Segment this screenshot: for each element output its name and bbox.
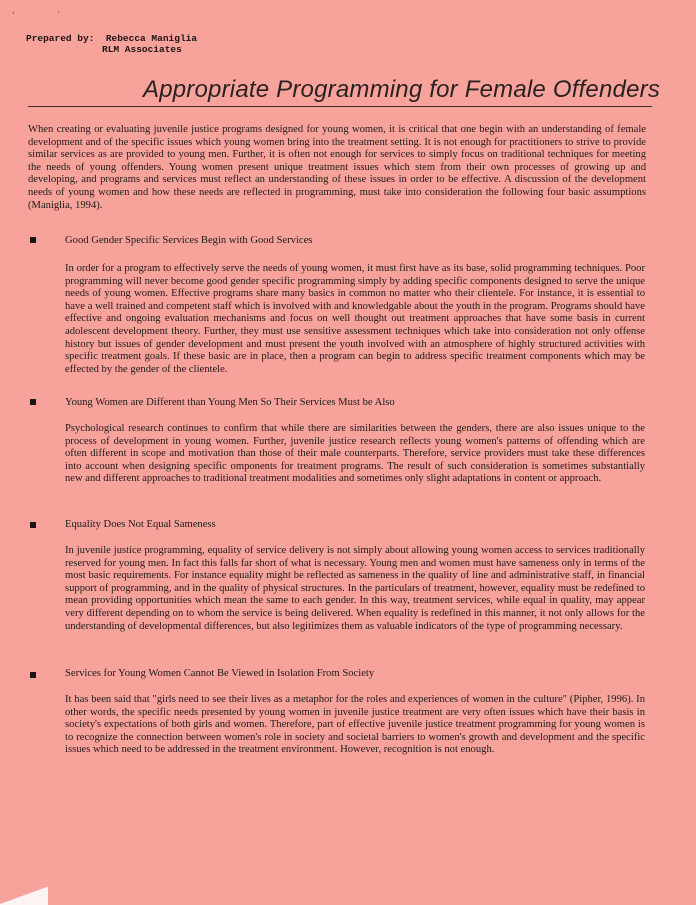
organization-name: RLM Associates bbox=[102, 44, 182, 55]
section-paragraph-4: It has been said that "girls need to see their lives as a metaphor for the roles and experiences of women in the culture" (Pipher, 1996). In other words, the specific needs presented by young women in juvenile justice treatment are very often issues which have their basis in society's expectations of both girls and women. Therefore, part of effective juvenile justice treatment programming for young women is to recognize the connection between women's role in society and societal barriers to women's growth and development and the specific issues which need to be addressed in the treatment environment. However, recognition is not enough. bbox=[65, 694, 645, 756]
folded-corner bbox=[0, 881, 48, 905]
section-paragraph-1: In order for a program to effectively serve the needs of young women, it must first have as its base, solid programming techniques. Poor programming will never become good gender specific programming simply by adding specific components designed to serve the unique needs of young women. Effective programs share many basics in common no matter who their clientele. For instance, it is essential to have a well trained and competent staff which is involved with and knowledgable about the youth in the program. Programs should have effective and ongoing evaluation mechanisms and focus on well thought out treatment approaches that have some basis in current adolescent development theory. Further, they must use sensitive assessment techniques which take into consideration not only offense history but issues of gender development and must present the youth involved with an atmosphere of highly structured activities with specific treatment goals. If these basic are in place, then a program can begin to address specific treatment components which may be effected by the gender of the clientele. bbox=[65, 263, 645, 375]
section-heading-2: Young Women are Different than Young Men So Their Services Must be Also bbox=[65, 397, 395, 408]
bullet-marker bbox=[30, 237, 36, 243]
title-rule bbox=[28, 106, 652, 107]
scan-mark: ' bbox=[58, 10, 60, 19]
scan-mark: ‘ bbox=[12, 10, 15, 19]
section-heading-4: Services for Young Women Cannot Be Viewed in Isolation From Society bbox=[65, 668, 375, 679]
intro-paragraph: When creating or evaluating juvenile justice programs designed for young women, it is critical that one begin with an understanding of female development and of the specific issues which young women bring into the treatment setting. It is not enough for practitioners to strive to provide similar services as are provided to young men. Further, it is often not enough for services to simply focus on traditional techniques for meeting the needs of young offenders. Young women present unique treatment issues which stem from their own processes of growing up and developing, and programs and services must reflect an understanding of these issues in order to be effective. A discussion of the development needs of young women and how these needs are reflected in programming, must take into consideration the following four basic assumptions (Maniglia, 1994). bbox=[28, 124, 646, 211]
document-title: Appropriate Programming for Female Offenders bbox=[143, 76, 661, 103]
bullet-marker bbox=[30, 399, 36, 405]
prepared-by-block bbox=[26, 33, 197, 55]
bullet-marker bbox=[30, 522, 36, 528]
section-heading-1: Good Gender Specific Services Begin with Good Services bbox=[65, 235, 313, 246]
author-name: Rebecca Maniglia bbox=[105, 33, 198, 44]
prepared-label: Prepared by: bbox=[26, 33, 95, 44]
section-heading-3: Equality Does Not Equal Sameness bbox=[65, 519, 216, 530]
section-paragraph-2: Psychological research continues to confirm that while there are similarities between the genders, there are also issues unique to the process of development in young women. Further, juvenile justice research reflects young women's patterns of offending which are often different in scope and motivation than those of their male counterparts. Therefore, service providers must take these differences into account when designing specific omponents for treatment programs. The result of such consideration is sometimes substantially new and different approaches to traditional treatment modalities and sometimes only slight adaptations in content or approach. bbox=[65, 423, 645, 485]
bullet-marker bbox=[30, 672, 36, 678]
section-paragraph-3: In juvenile justice programming, equality of service delivery is not simply about allowing young women access to services traditionally reserved for young men. In fact this falls far short of what is necessary. Young men and women must have sameness only in terms of the most basic requirements. For instance equality might be reflected as sameness in the quality of line and administrative staff, in financial support of programming, and in the quality of physical structures. In the particulars of treatment, however, equality must be redefined to mean providing opportunities which mean the same to each gender. In this way, treatment services, while equal in quality, may appear very different depending on to whom the service is being delivered. When equality is redefined in this manner, it not only allows for the understanding of developmental differences, but also legitimizes them as valuable indicators of the type of programming necessary. bbox=[65, 545, 645, 632]
